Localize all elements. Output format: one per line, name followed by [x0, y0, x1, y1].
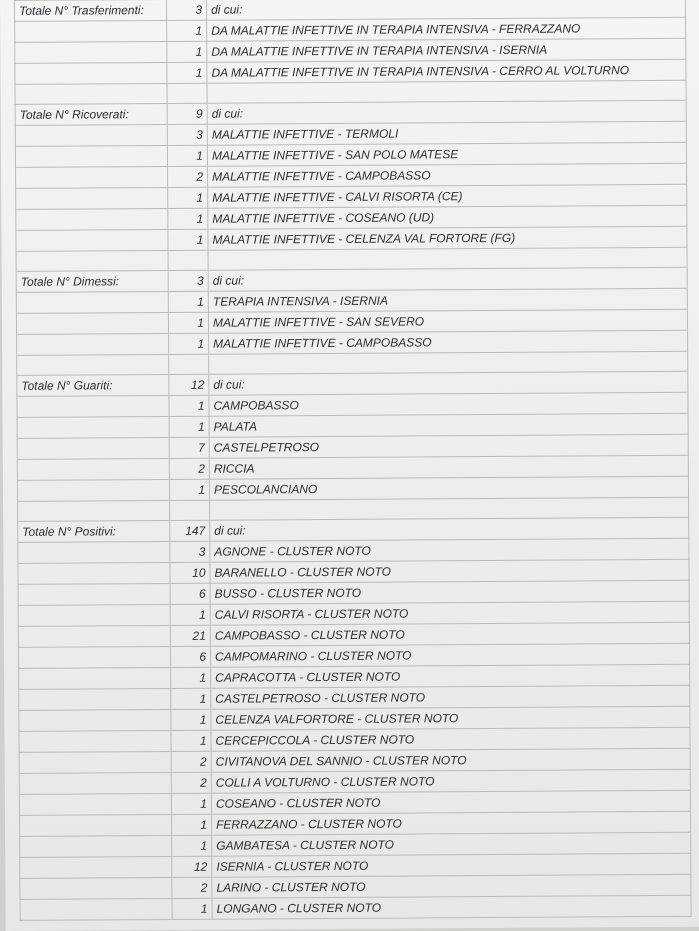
empty-cell: [17, 437, 169, 459]
item-count: 1: [171, 814, 211, 835]
item-description: COLLI A VOLTURNO - CLUSTER NOTO: [211, 769, 690, 793]
item-count: 1: [168, 187, 208, 208]
item-description: BARANELLO - CLUSTER NOTO: [210, 559, 689, 583]
item-count: 6: [170, 646, 210, 667]
section-intro: di cui:: [208, 267, 687, 291]
item-count: 1: [170, 604, 210, 625]
section-intro: di cui:: [210, 517, 689, 541]
item-description: FERRAZZANO - CLUSTER NOTO: [211, 811, 690, 835]
item-description: RICCIA: [209, 455, 688, 479]
section-title: Totale N° Guariti:: [17, 374, 169, 396]
item-description: CASTELPETROSO: [209, 434, 688, 458]
item-description: CAMPOMARINO - CLUSTER NOTO: [210, 643, 689, 667]
empty-cell: [19, 688, 171, 710]
empty-cell: [170, 500, 210, 520]
item-count: 1: [171, 793, 211, 814]
item-description: LONGANO - CLUSTER NOTO: [212, 895, 691, 919]
section-total: 12: [169, 374, 209, 395]
section-total: 3: [168, 270, 208, 291]
item-description: PALATA: [209, 413, 688, 437]
empty-cell: [15, 41, 167, 63]
empty-cell: [15, 62, 167, 84]
item-count: 1: [168, 208, 208, 229]
empty-cell: [18, 500, 170, 521]
section-intro: di cui:: [209, 371, 688, 395]
empty-cell: [17, 354, 169, 375]
item-count: 21: [170, 625, 210, 646]
item-description: MALATTIE INFETTIVE - SAN POLO MATESE: [207, 142, 686, 166]
empty-cell: [167, 83, 207, 103]
item-count: 1: [171, 667, 211, 688]
empty-cell: [18, 625, 170, 647]
empty-cell: [169, 354, 209, 374]
item-count: 1: [167, 145, 207, 166]
item-count: 1: [169, 416, 209, 437]
empty-cell: [18, 562, 170, 584]
empty-cell: [17, 458, 169, 480]
item-description: BUSSO - CLUSTER NOTO: [210, 580, 689, 604]
empty-cell: [16, 166, 168, 188]
item-description: COSEANO - CLUSTER NOTO: [211, 790, 690, 814]
item-count: 1: [167, 62, 207, 83]
item-description: MALATTIE INFETTIVE - CELENZA VAL FORTORE (FG): [208, 226, 687, 250]
empty-cell: [19, 709, 171, 731]
item-description: DA MALATTIE INFETTIVE IN TERAPIA INTENSIVA - FERRAZZANO: [207, 17, 686, 41]
section-total: 3: [166, 0, 206, 20]
item-count: 2: [171, 772, 211, 793]
empty-cell: [16, 291, 168, 313]
empty-cell: [19, 793, 171, 815]
section-total: 147: [170, 520, 210, 541]
empty-cell: [16, 312, 168, 334]
item-count: 2: [168, 166, 208, 187]
item-count: 1: [171, 688, 211, 709]
item-description: LARINO - CLUSTER NOTO: [212, 874, 691, 898]
item-count: 1: [167, 20, 207, 41]
section-title: Totale N° Ricoverati:: [15, 103, 167, 125]
empty-cell: [16, 187, 168, 209]
empty-cell: [20, 898, 172, 920]
item-count: 1: [168, 312, 208, 333]
empty-cell: [19, 814, 171, 836]
item-count: 1: [169, 395, 209, 416]
empty-cell: [19, 667, 171, 689]
table-row: [20, 895, 691, 920]
item-count: 2: [172, 877, 212, 898]
empty-cell: [19, 751, 171, 773]
item-description: ISERNIA - CLUSTER NOTO: [212, 853, 691, 877]
item-description: CIVITANOVA DEL SANNIO - CLUSTER NOTO: [211, 748, 690, 772]
item-count: 6: [170, 583, 210, 604]
item-description: CALVI RISORTA - CLUSTER NOTO: [210, 601, 689, 625]
empty-cell: [15, 145, 167, 167]
empty-cell: [17, 395, 169, 417]
item-count: 3: [170, 541, 210, 562]
item-count: 1: [172, 835, 212, 856]
empty-cell: [16, 229, 168, 251]
item-description: DA MALATTIE INFETTIVE IN TERAPIA INTENSIVA - CERRO AL VOLTURNO: [207, 59, 686, 83]
item-description: CAMPOBASSO: [209, 392, 688, 416]
item-description: CERCEPICCOLA - CLUSTER NOTO: [211, 727, 690, 751]
item-description: PESCOLANCIANO: [209, 476, 688, 500]
item-description: MALATTIE INFETTIVE - CALVI RISORTA (CE): [208, 184, 687, 208]
empty-cell: [17, 416, 169, 438]
empty-cell: [18, 583, 170, 605]
item-description: CAPRACOTTA - CLUSTER NOTO: [211, 664, 690, 688]
item-description: GAMBATESA - CLUSTER NOTO: [212, 832, 691, 856]
empty-cell: [20, 877, 172, 899]
item-description: MALATTIE INFETTIVE - TERMOLI: [207, 121, 686, 145]
item-description: CASTELPETROSO - CLUSTER NOTO: [211, 685, 690, 709]
item-count: 1: [172, 898, 212, 919]
item-description: DA MALATTIE INFETTIVE IN TERAPIA INTENSIVA - ISERNIA: [207, 38, 686, 62]
section-title: Totale N° Dimessi:: [16, 270, 168, 292]
item-count: 7: [169, 437, 209, 458]
empty-cell: [17, 333, 169, 355]
item-count: 1: [171, 730, 211, 751]
item-count: 1: [168, 291, 208, 312]
report-table: [14, 0, 692, 921]
empty-cell: [15, 20, 167, 42]
empty-cell: [16, 250, 168, 271]
item-count: 3: [167, 124, 207, 145]
item-description: CELENZA VALFORTORE - CLUSTER NOTO: [211, 706, 690, 730]
item-description: TERAPIA INTENSIVA - ISERNIA: [208, 288, 687, 312]
section-title: Totale N° Positivi:: [18, 520, 170, 542]
item-description: AGNONE - CLUSTER NOTO: [210, 538, 689, 562]
empty-cell: [16, 208, 168, 230]
section-title: Totale N° Trasferimenti:: [15, 0, 167, 21]
empty-cell: [168, 250, 208, 270]
item-count: 1: [169, 333, 209, 354]
item-count: 1: [169, 479, 209, 500]
empty-cell: [18, 604, 170, 626]
item-description: MALATTIE INFETTIVE - COSEANO (UD): [208, 205, 687, 229]
item-count: 2: [171, 751, 211, 772]
empty-cell: [17, 479, 169, 501]
empty-cell: [19, 772, 171, 794]
empty-cell: [19, 730, 171, 752]
item-count: 10: [170, 562, 210, 583]
empty-cell: [20, 835, 172, 857]
empty-cell: [15, 83, 167, 104]
item-count: 1: [167, 41, 207, 62]
item-count: 12: [172, 856, 212, 877]
empty-cell: [20, 856, 172, 878]
item-count: 1: [168, 229, 208, 250]
item-count: 1: [171, 709, 211, 730]
empty-cell: [18, 646, 170, 668]
item-count: 2: [169, 458, 209, 479]
empty-cell: [18, 541, 170, 563]
item-description: CAMPOBASSO - CLUSTER NOTO: [210, 622, 689, 646]
empty-cell: [15, 124, 167, 146]
report-table-body: [15, 0, 692, 920]
section-total: 9: [167, 103, 207, 124]
item-description: MALATTIE INFETTIVE - CAMPOBASSO: [209, 330, 688, 354]
section-intro: di cui:: [207, 100, 686, 124]
section-intro: di cui:: [206, 0, 685, 20]
item-description: MALATTIE INFETTIVE - SAN SEVERO: [208, 309, 687, 333]
item-description: MALATTIE INFETTIVE - CAMPOBASSO: [208, 163, 687, 187]
